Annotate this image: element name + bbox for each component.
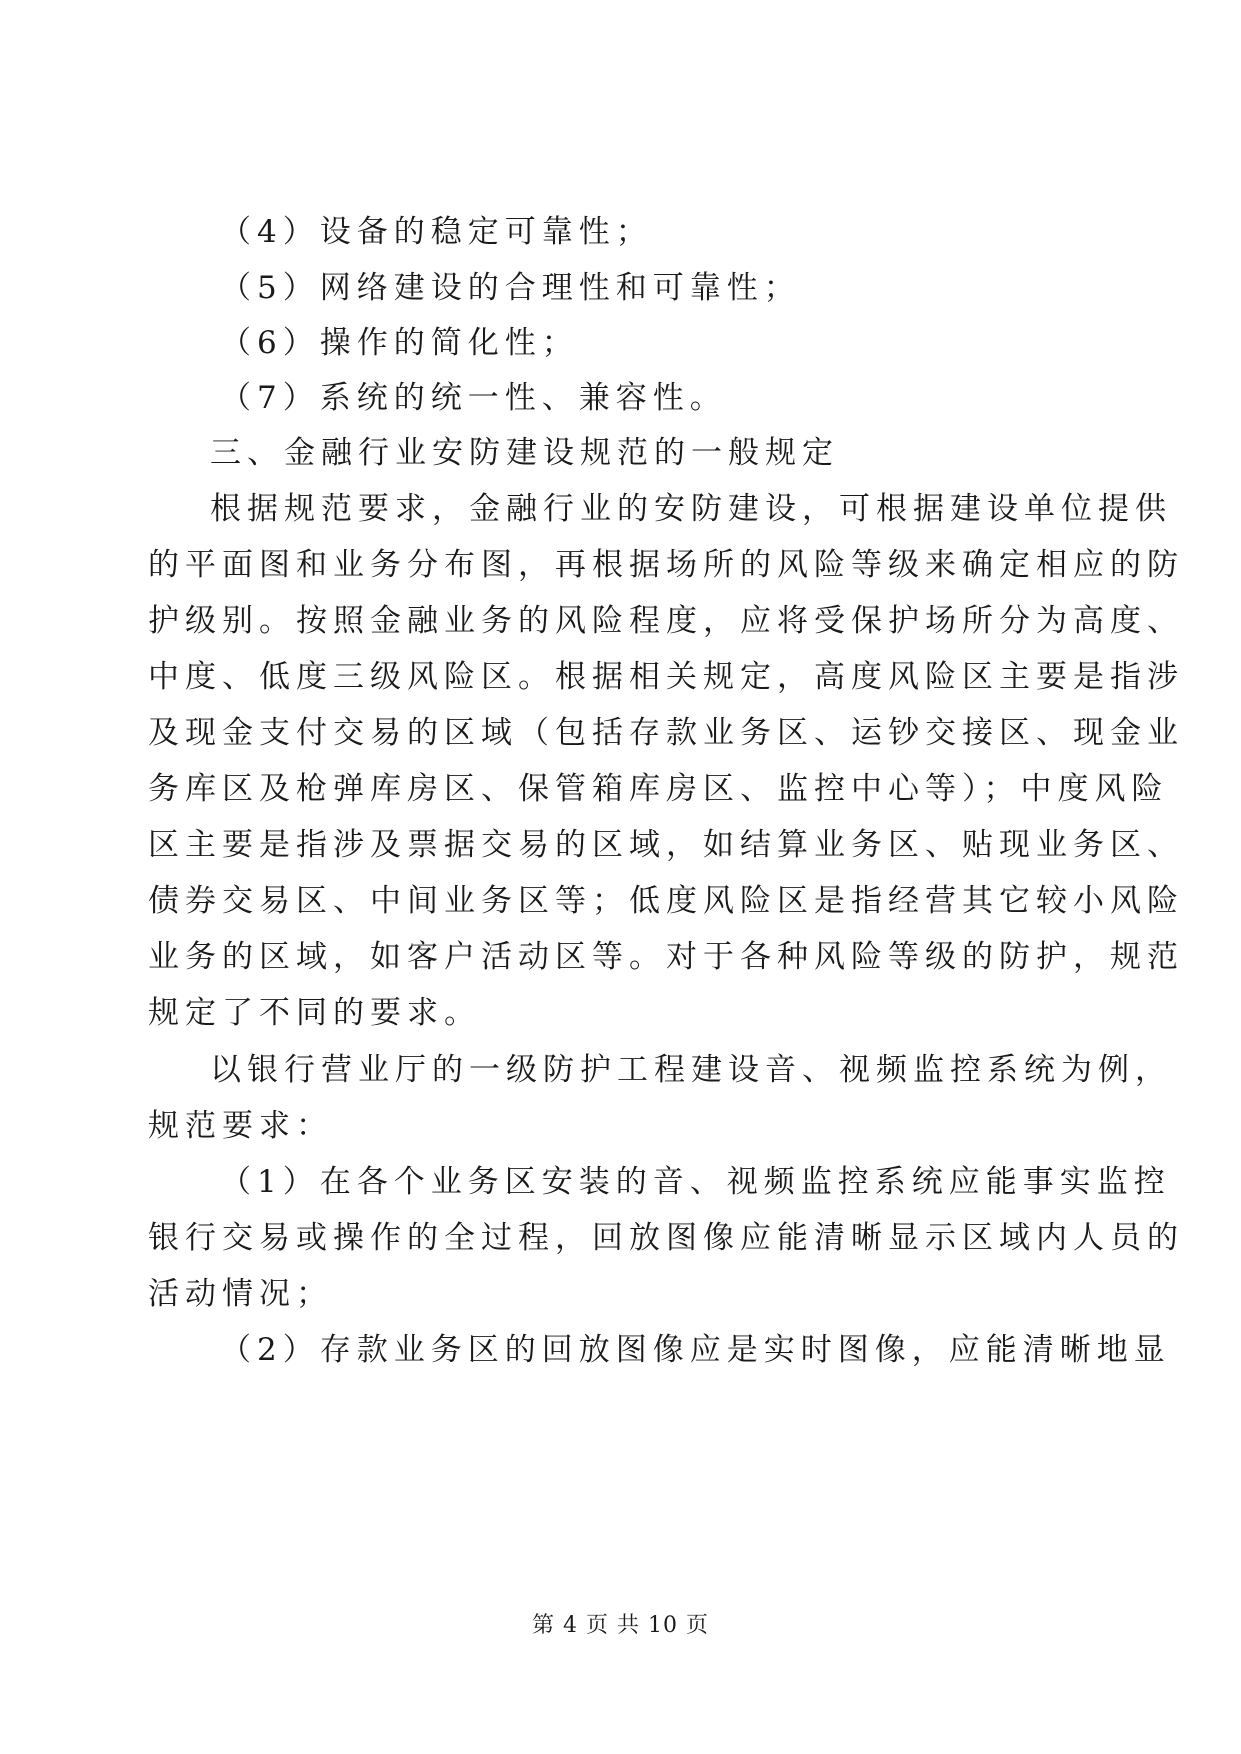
section-heading: 三、金融行业安防建设规范的一般规定 [210, 435, 839, 471]
list-item-7: （7）系统的统一性、兼容性。 [220, 380, 727, 416]
paragraph-line: 的平面图和业务分布图，再根据场所的风险等级来确定相应的防 [148, 547, 1184, 583]
list-item-4: （4）设备的稳定可靠性； [220, 214, 653, 250]
paragraph-line: 以银行营业厅的一级防护工程建设音、视频监控系统为例， [210, 1052, 1172, 1088]
requirement-item-2: （2）存款业务区的回放图像应是实时图像，应能清晰地显 [220, 1332, 1171, 1368]
paragraph-line: 中度、低度三级风险区。根据相关规定，高度风险区主要是指涉 [148, 659, 1184, 695]
page-number-footer: 第 4 页 共 10 页 [532, 1613, 709, 1638]
paragraph-line: 区主要是指涉及票据交易的区域，如结算业务区、贴现业务区、 [148, 827, 1184, 863]
list-item-5: （5）网络建设的合理性和可靠性； [220, 270, 801, 306]
paragraph-line: 业务的区域，如客户活动区等。对于各种风险等级的防护，规范 [148, 939, 1184, 975]
paragraph-line: 债券交易区、中间业务区等；低度风险区是指经营其它较小风险 [148, 883, 1184, 919]
paragraph-line: 护级别。按照金融业务的风险程度，应将受保护场所分为高度、 [148, 603, 1184, 639]
paragraph-line: 务库区及枪弹库房区、保管箱库房区、监控中心等）；中度风险 [148, 771, 1169, 807]
paragraph-line: 及现金支付交易的区域（包括存款业务区、运钞交接区、现金业 [148, 715, 1184, 751]
paragraph-line: 银行交易或操作的全过程，回放图像应能清晰显示区域内人员的 [148, 1220, 1184, 1256]
paragraph-line: 规定了不同的要求。 [148, 995, 481, 1031]
requirement-item-1: （1）在各个业务区安装的音、视频监控系统应能事实监控 [220, 1164, 1171, 1200]
paragraph-line: 根据规范要求，金融行业的安防建设，可根据建设单位提供 [210, 491, 1172, 527]
paragraph-line: 活动情况； [148, 1276, 333, 1312]
list-item-6: （6）操作的简化性； [220, 325, 579, 361]
paragraph-line: 规范要求： [148, 1108, 333, 1144]
